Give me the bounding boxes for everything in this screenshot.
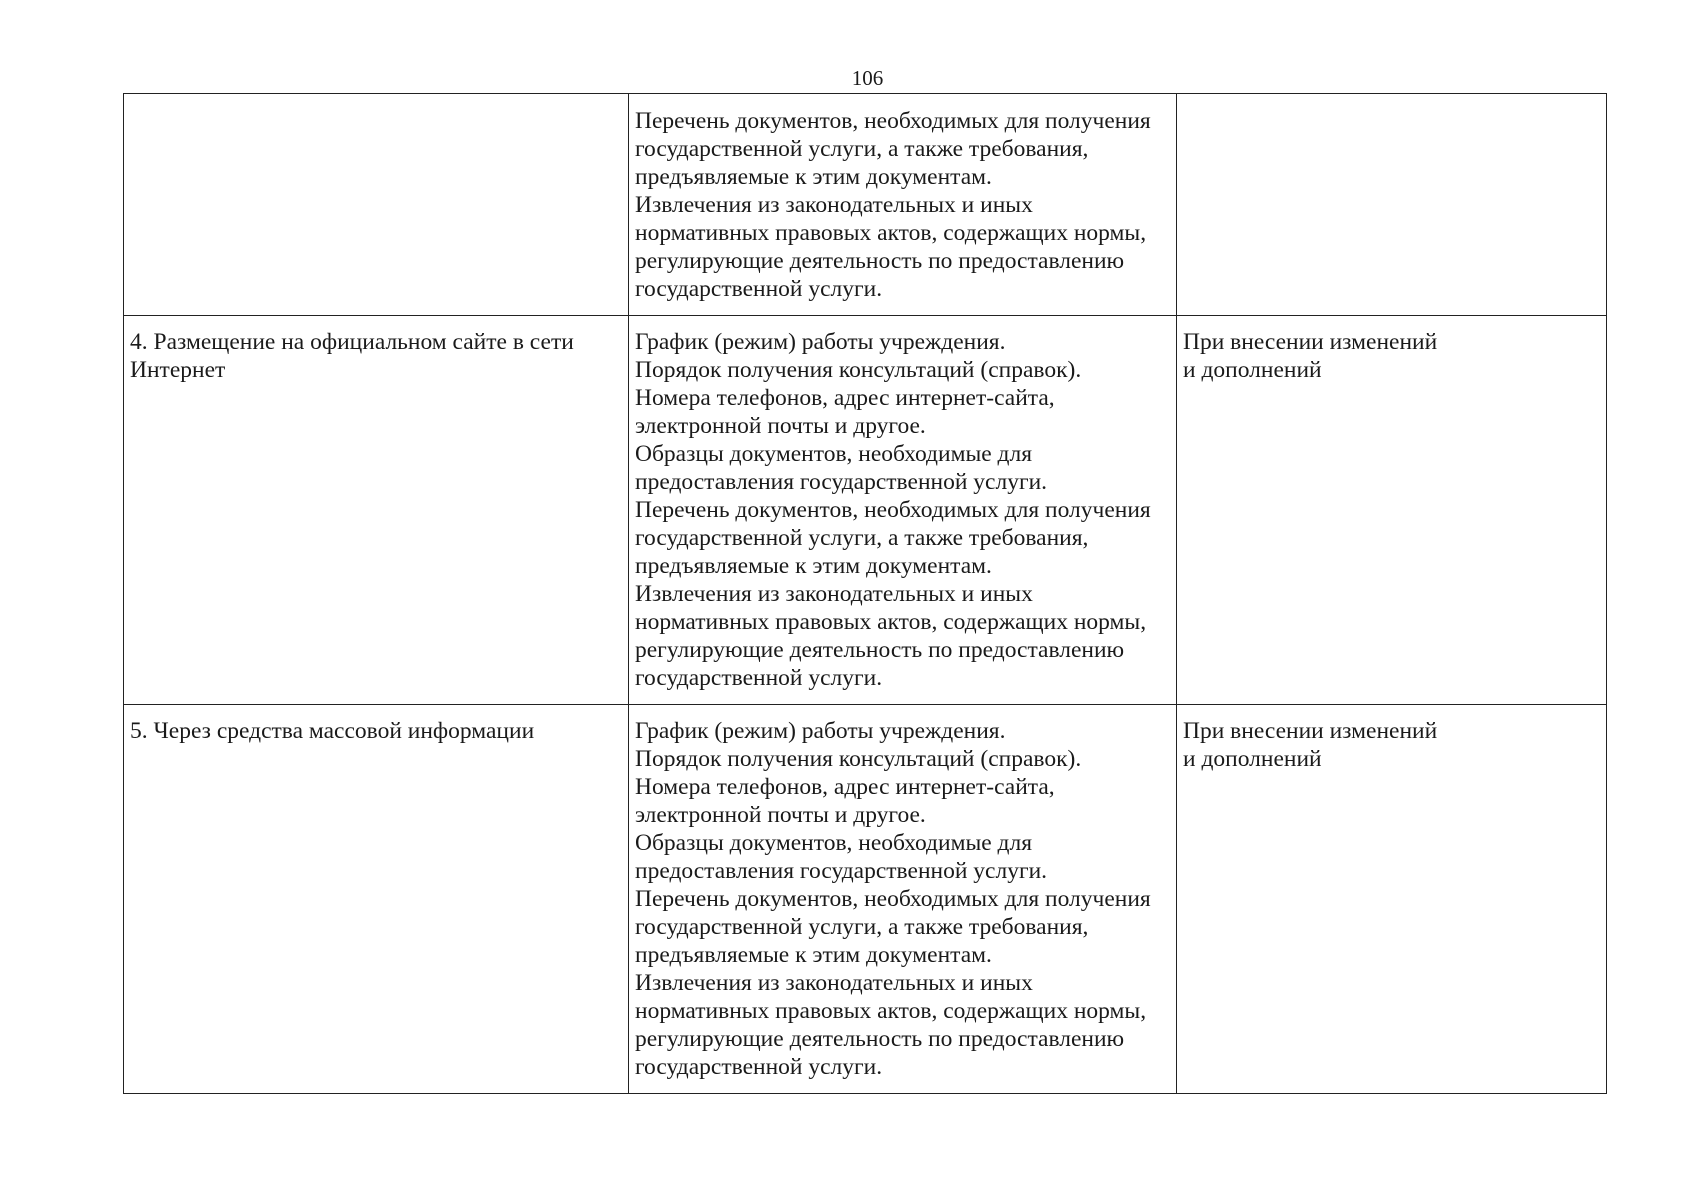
- table-row: [124, 705, 1607, 1094]
- frequency-cell: [1177, 705, 1607, 1094]
- frequency-line: и дополнений: [1183, 746, 1322, 772]
- method-cell: [124, 705, 629, 1094]
- frequency-cell: [1177, 316, 1607, 705]
- content-line: электронной почты и другое.: [635, 802, 926, 828]
- frequency-line: При внесении изменений: [1183, 329, 1438, 355]
- content-cell: [629, 316, 1177, 705]
- page-number: 106: [851, 66, 884, 90]
- content-line: Извлечения из законодательных и иных: [635, 970, 1033, 996]
- content-line: Образцы документов, необходимые для: [635, 441, 1033, 467]
- content-line: государственной услуги.: [635, 665, 883, 691]
- method-line: Интернет: [130, 357, 226, 383]
- content-line: Извлечения из законодательных и иных: [635, 581, 1033, 607]
- content-line: нормативных правовых актов, содержащих нормы,: [635, 998, 1147, 1024]
- content-line: нормативных правовых актов, содержащих нормы,: [635, 220, 1147, 246]
- content-line: регулирующие деятельность по предоставлению: [635, 637, 1125, 663]
- method-line: 4. Размещение на официальном сайте в сети: [130, 329, 574, 355]
- table-body: [124, 94, 1607, 1094]
- content-line: предъявляемые к этим документам.: [635, 164, 992, 190]
- content-line: предоставления государственной услуги.: [635, 858, 1048, 884]
- content-line: государственной услуги, а также требования,: [635, 525, 1089, 551]
- content-line: График (режим) работы учреждения.: [635, 329, 1006, 355]
- method-cell: [124, 94, 629, 316]
- content-line: регулирующие деятельность по предоставлению: [635, 248, 1125, 274]
- content-line: предоставления государственной услуги.: [635, 469, 1048, 495]
- content-line: государственной услуги.: [635, 1054, 883, 1080]
- method-line: 5. Через средства массовой информации: [130, 718, 535, 744]
- content-line: нормативных правовых актов, содержащих нормы,: [635, 609, 1147, 635]
- frequency-line: При внесении изменений: [1183, 718, 1438, 744]
- content-line: Образцы документов, необходимые для: [635, 830, 1033, 856]
- content-line: Перечень документов, необходимых для получения: [635, 886, 1151, 912]
- info-table: [123, 93, 1607, 1094]
- content-line: государственной услуги, а также требования,: [635, 136, 1089, 162]
- content-line: Номера телефонов, адрес интернет-сайта,: [635, 385, 1055, 411]
- content-line: Номера телефонов, адрес интернет-сайта,: [635, 774, 1055, 800]
- content-line: Перечень документов, необходимых для получения: [635, 108, 1151, 134]
- content-line: государственной услуги.: [635, 276, 883, 302]
- method-cell: [124, 316, 629, 705]
- frequency-line: и дополнений: [1183, 357, 1322, 383]
- content-line: предъявляемые к этим документам.: [635, 553, 992, 579]
- content-line: Порядок получения консультаций (справок).: [635, 357, 1082, 383]
- content-cell: [629, 94, 1177, 316]
- frequency-cell: [1177, 94, 1607, 316]
- content-line: электронной почты и другое.: [635, 413, 926, 439]
- content-line: государственной услуги, а также требования,: [635, 914, 1089, 940]
- table-row: [124, 94, 1607, 316]
- table-row: [124, 316, 1607, 705]
- content-line: Порядок получения консультаций (справок).: [635, 746, 1082, 772]
- content-line: предъявляемые к этим документам.: [635, 942, 992, 968]
- content-cell: [629, 705, 1177, 1094]
- content-line: Перечень документов, необходимых для получения: [635, 497, 1151, 523]
- content-line: Извлечения из законодательных и иных: [635, 192, 1033, 218]
- content-line: График (режим) работы учреждения.: [635, 718, 1006, 744]
- content-line: регулирующие деятельность по предоставлению: [635, 1026, 1125, 1052]
